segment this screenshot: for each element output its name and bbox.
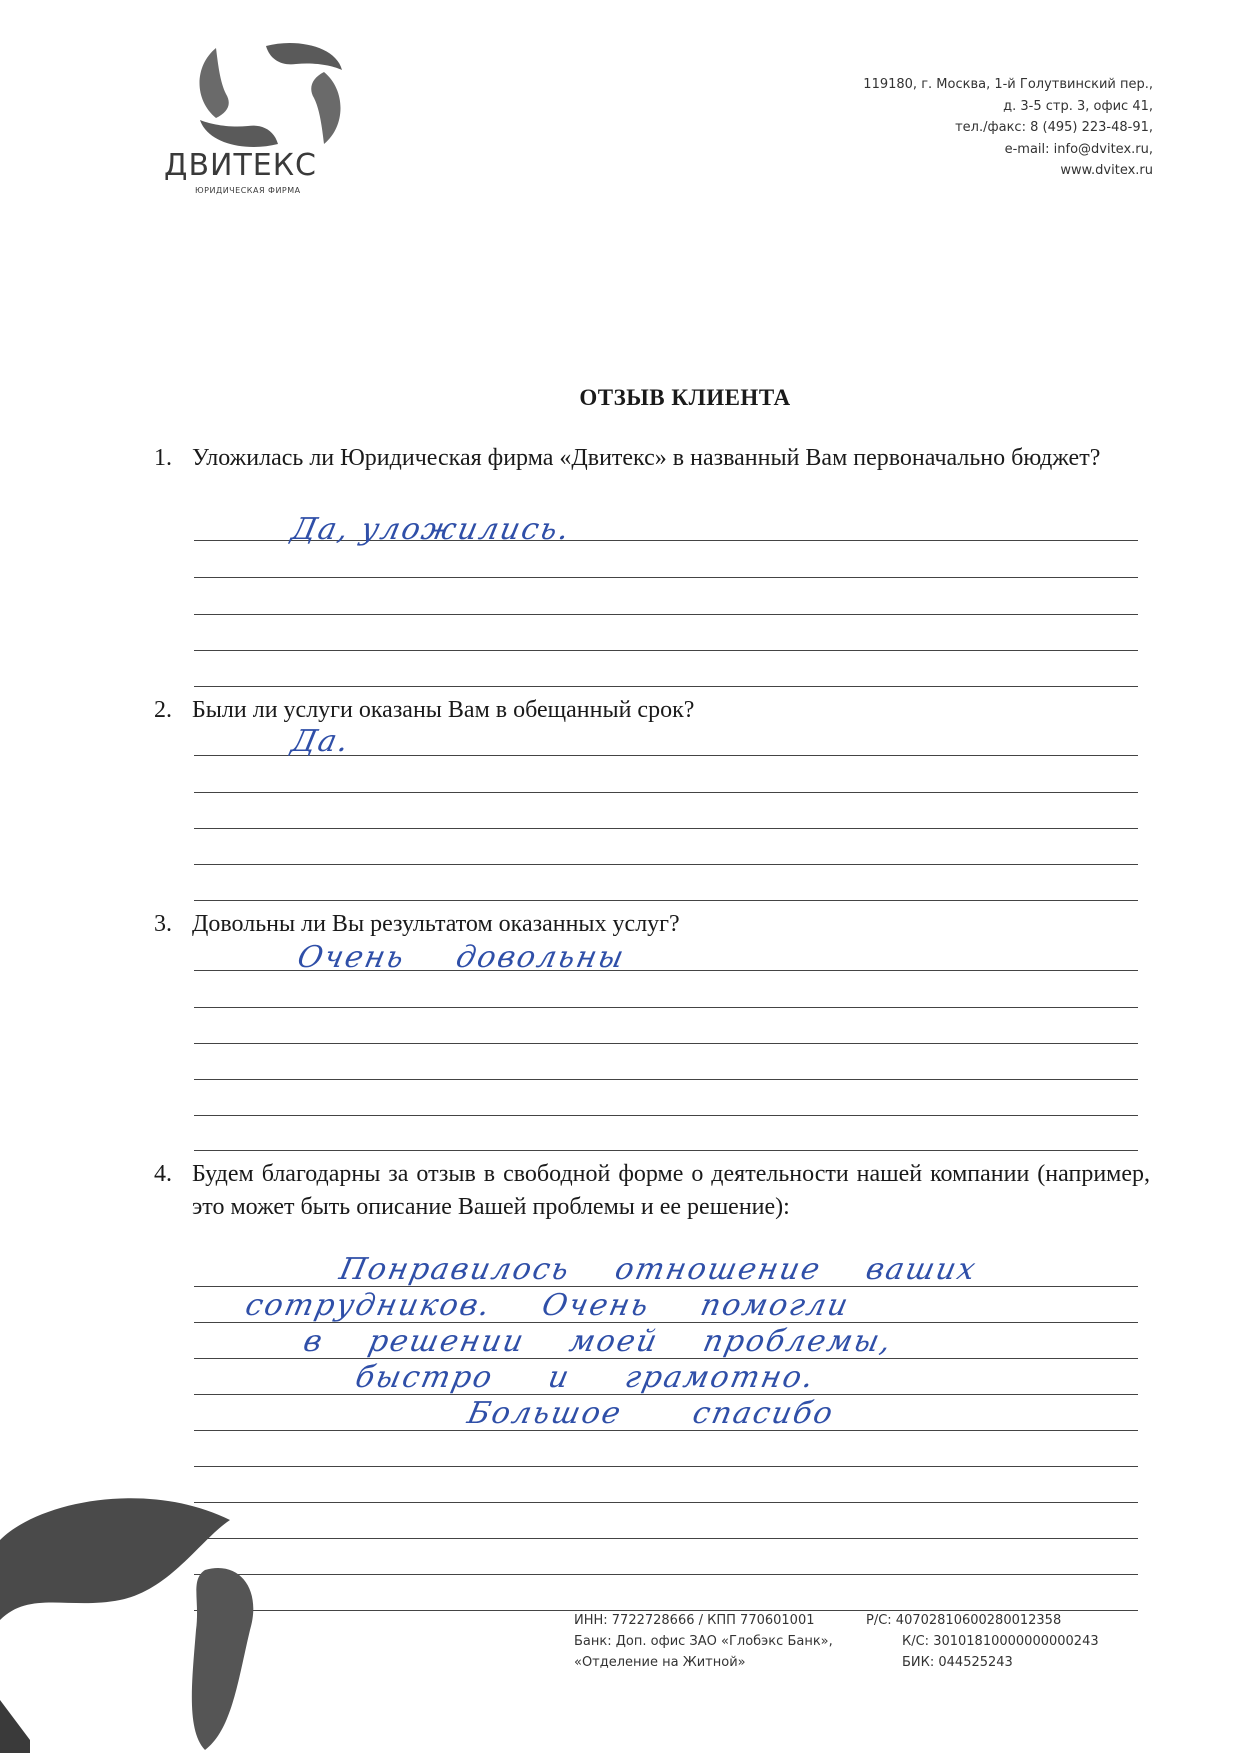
footer-bank-branch: «Отделение на Житной» [574,1655,746,1670]
answer-line [194,1115,1138,1116]
question-4 [154,1158,1150,1224]
question-3 [154,908,1150,941]
answer-line [194,1007,1138,1008]
decorative-logo-fragment-icon [0,1480,260,1753]
contact-block [863,74,1153,182]
contact-website: www.dvitex.ru [1060,163,1153,178]
handwritten-answer: в решении моей проблемы, [300,1324,896,1359]
footer-bank-details [574,1610,833,1673]
contact-address-line: 119180, г. Москва, 1-й Голутвинский пер., [863,77,1153,92]
handwritten-answer: сотрудников. Очень помогли [242,1288,853,1323]
question-text: Уложилась ли Юридическая фирма «Двитекс» в названный Вам первоначально бюджет? [192,445,1101,471]
question-text: Были ли услуги оказаны Вам в обещанный срок? [192,697,695,723]
question-number: 1. [154,445,172,471]
handwritten-answer: Большое спасибо [464,1396,838,1431]
company-logo-icon [196,40,346,148]
answer-line [194,1574,1138,1575]
footer-account-ks: К/С: 30101810000000000243 [902,1634,1099,1649]
logo-subtitle: ЮРИДИЧЕСКАЯ ФИРМА [195,186,301,195]
answer-line [194,1079,1138,1080]
handwritten-answer: Да. [288,724,354,759]
handwritten-answer: быстро и грамотно. [352,1360,819,1395]
contact-address-line: д. 3-5 стр. 3, офис 41, [1003,98,1153,114]
footer-bik: БИК: 044525243 [902,1655,1013,1670]
answer-line [194,577,1138,578]
answer-line [194,792,1138,793]
contact-phone: тел./факс: 8 (495) 223-48-91, [955,120,1153,135]
footer-account-rs: Р/С: 40702810600280012358 [866,1613,1062,1628]
question-number: 2. [154,697,172,723]
answer-line [194,614,1138,615]
question-text: Довольны ли Вы результатом оказанных услуг? [192,911,680,937]
answer-line [194,828,1138,829]
question-number: 3. [154,911,172,937]
answer-line [194,1043,1138,1044]
answer-line [194,1502,1138,1503]
document-title: ОТЗЫВ КЛИЕНТА [579,385,791,410]
handwritten-answer: Очень довольны [294,940,629,975]
handwritten-answer: Да, уложились. [288,512,575,547]
handwritten-answer: Понравилось отношение ваших [336,1252,981,1287]
answer-line [194,864,1138,865]
answer-line [194,686,1138,687]
contact-email: e-mail: info@dvitex.ru, [1004,141,1153,157]
answer-line [194,650,1138,651]
footer-inn-kpp: ИНН: 7722728666 / КПП 770601001 [574,1613,815,1628]
answer-line [194,1538,1138,1539]
logo-wordmark: ДВИТЕКС [164,148,317,183]
question-number: 4. [154,1161,172,1187]
footer-bank-name: Банк: Доп. офис ЗАО «Глобэкс Банк», [574,1634,833,1649]
question-2 [154,694,1150,727]
question-1 [154,442,1150,475]
answer-line [194,900,1138,901]
footer-account-details [866,1610,1099,1673]
question-text: Будем благодарны за отзыв в свободной форме о деятельности нашей компании (например, это может быть описание Вашей проблемы и ее решение): [192,1161,1150,1220]
answer-line [194,1466,1138,1467]
answer-line [194,1150,1138,1151]
